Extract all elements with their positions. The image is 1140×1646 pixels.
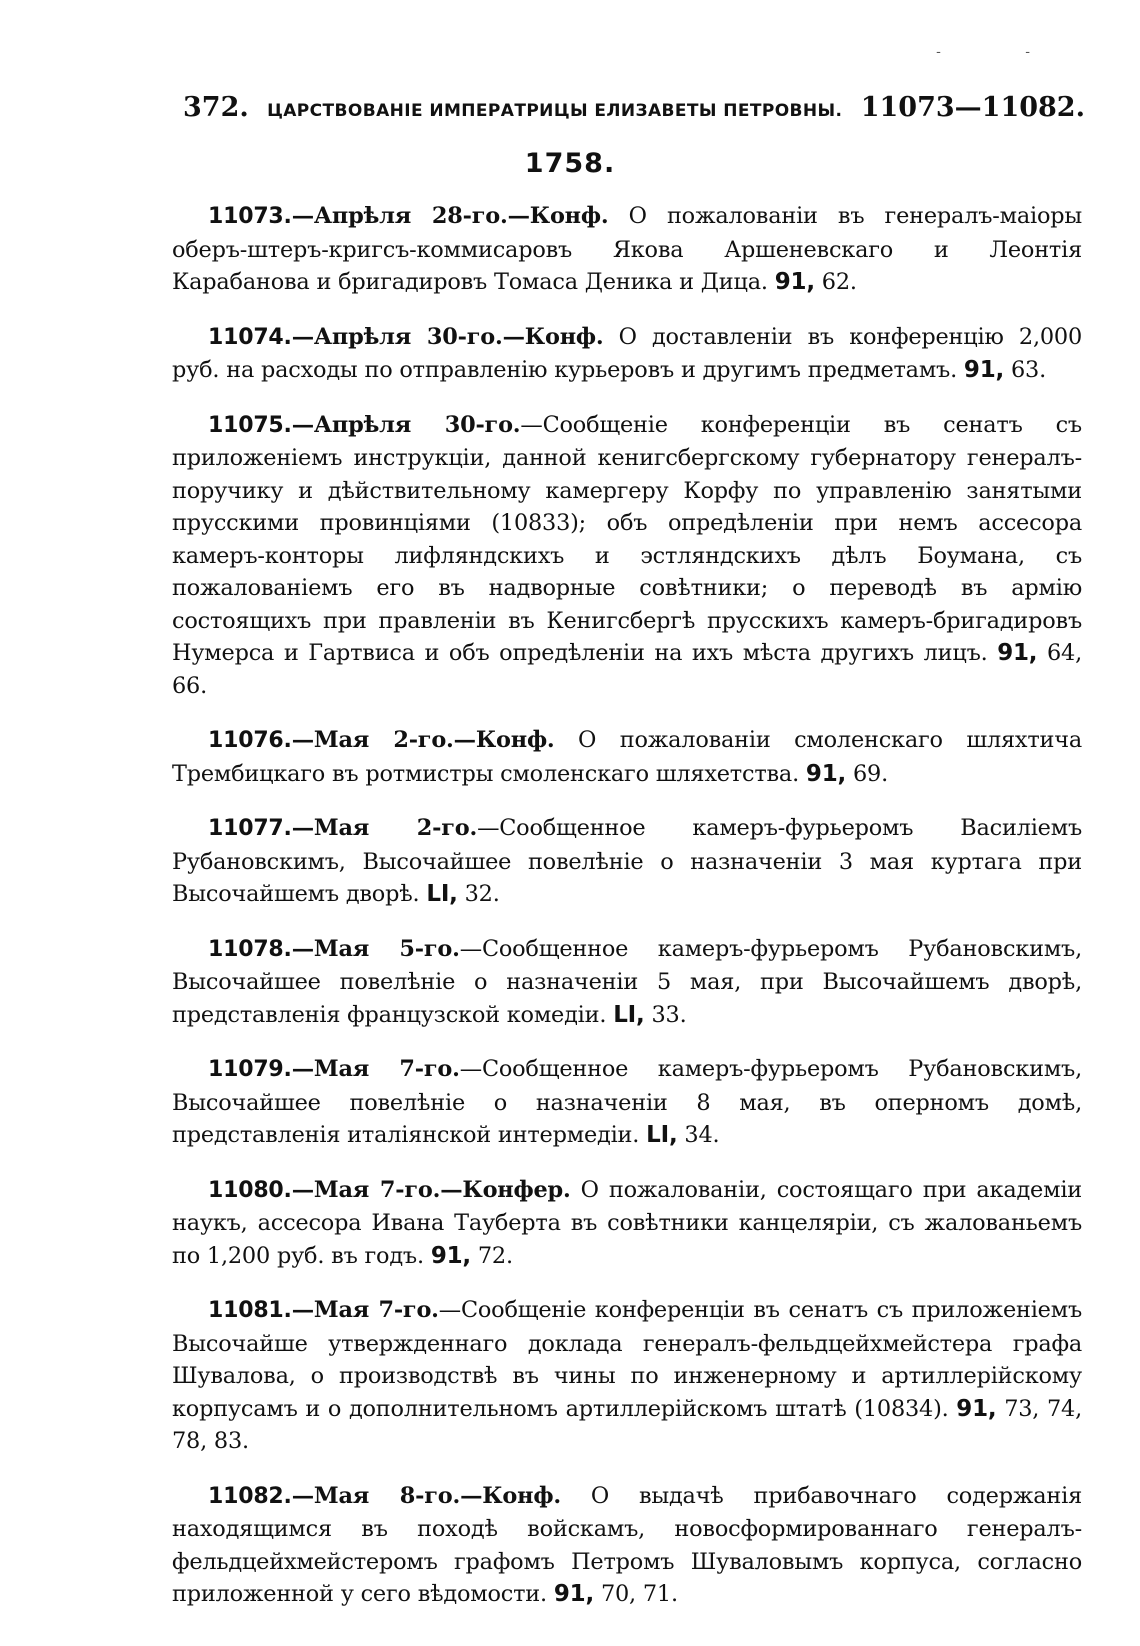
page-number: 372. [183, 92, 249, 123]
entry-kind: —Конф. [453, 727, 555, 753]
entry-volume: 91, [956, 1395, 997, 1422]
entry-text: О пожалованіи, состоящаго при академіи наукъ, ассесора Ивана Тауберта въ совѣтники канцеляріи, съ жалованьемъ по 1,200 руб. въ годъ. [172, 1176, 1083, 1269]
entry-date: —Мая 2-го. [291, 815, 478, 841]
entry-date: —Апрѣля 30-го. [291, 411, 521, 438]
entry-kind: —Конф. [507, 203, 609, 229]
year-heading: 1758. [524, 148, 616, 179]
entry-text: О выдачѣ прибавочнаго содержанія находящимся въ походѣ войскамъ, новосформированнаго генералъ-фельдцейхмейстеромъ графомъ Петромъ Шуваловымъ корпуса, согласно приложенной у сего вѣдомости. [172, 1482, 1082, 1607]
entry-volume: 91, [430, 1242, 471, 1269]
entry-pages: 69. [846, 760, 889, 787]
entry-text: —Сообщенное камеръ-фурьеромъ Рубановскимъ, Высочайшее повелѣніе о назначеніи 8 мая, въ оперномъ домѣ, представленія италіянской интермедіи. [172, 1056, 1082, 1148]
entry-number: 11079. [208, 1057, 292, 1082]
entry-volume: 91, [805, 760, 847, 787]
entry-number: 11078. [208, 936, 292, 962]
entry-11076 [172, 724, 1082, 790]
entry-text: —Сообщеніе конференціи въ сенатъ съ приложеніемъ инструкціи, данной кенигсбергскому губернатору генералъ-поручику и дѣйствительному камергеру Корфу по управленію занятыми прусскими провинціями (10833); объ опредѣленіи при немъ ассесора камеръ-конторы лифляндскихъ и эстляндскихъ дѣлъ Боумана, съ пожалованіемъ его въ надворные совѣтники; о переводѣ въ армію состоящихъ при правленіи въ Кенигсбергѣ прусскихъ камеръ-бригадировъ Нумерса и Гартвиса и объ опредѣленіи на ихъ мѣста другихъ лицъ. [172, 411, 1082, 666]
entry-11073 [172, 200, 1082, 299]
entry-kind: —Конф. [460, 1482, 561, 1509]
entry-range: 11073—11082. [860, 92, 1085, 123]
entry-volume: LI, [646, 1122, 678, 1148]
entry-volume: 91, [997, 640, 1038, 666]
entry-date: —Мая 5-го. [291, 935, 460, 962]
entry-text: О пожалованіи въ генералъ-маіоры оберъ-штеръ-кригсъ-коммисаровъ Якова Аршеневскаго и Леонтія Карабанова и бригадировъ Томаса Деника и Дица. [172, 203, 1082, 295]
entry-text: О пожалованіи смоленскаго шляхтича Трембицкаго въ ротмистры смоленскаго шляхетства. [172, 727, 1082, 787]
entry-text: —Сообщеніе конференціи въ сенатъ съ приложеніемъ Высочайше утвержденнаго доклада генералъ-фельдцейхмейстера графа Шувалова, о производствѣ въ чины по инженерному и артиллерійскому корпусамъ и о дополнительномъ артиллерійскомъ штатѣ (10834). [172, 1297, 1082, 1422]
entry-pages: 34. [677, 1122, 720, 1148]
entry-text: —Сообщенное камеръ-фурьеромъ Василіемъ Рубановскимъ, Высочайшее повелѣніе о назначеніи 3 мая куртага при Высочайшемъ дворѣ. [172, 815, 1082, 907]
entry-11080 [172, 1174, 1082, 1273]
entry-pages: 64, 66. [172, 640, 1082, 699]
entry-kind: —Конфер. [440, 1176, 571, 1203]
running-head [183, 92, 1085, 132]
entry-11081 [172, 1294, 1082, 1458]
entry-volume: 91, [774, 269, 815, 295]
entry-date: —Мая 8-го. [291, 1482, 461, 1509]
entry-11082 [172, 1480, 1082, 1611]
entry-volume: 91, [963, 357, 1005, 383]
entry-pages: 63. [1004, 357, 1047, 383]
entry-number: 11073. [208, 204, 292, 229]
entry-date: —Апрѣля 30-го. [291, 323, 503, 350]
entry-kind: —Конф. [502, 323, 604, 350]
corner-mark: - - [936, 44, 1070, 60]
entry-date: —Мая 2-го. [291, 727, 454, 753]
entry-number: 11082. [208, 1483, 292, 1509]
entry-pages: 70, 71. [594, 1581, 678, 1607]
entry-number: 11074. [208, 324, 292, 350]
entry-number: 11081. [208, 1298, 292, 1323]
entry-11078 [172, 933, 1082, 1032]
entry-date: —Мая 7-го. [291, 1297, 439, 1323]
entry-date: —Мая 7-го. [291, 1176, 441, 1203]
entry-pages: 33. [644, 1001, 687, 1028]
entry-number: 11077. [208, 816, 292, 841]
entry-volume: LI, [426, 881, 458, 907]
entry-number: 11080. [208, 1177, 292, 1203]
entry-volume: 91, [553, 1581, 595, 1607]
entry-11077 [172, 812, 1082, 911]
entry-11074 [172, 321, 1082, 387]
entry-text: —Сообщенное камеръ-фурьеромъ Рубановскимъ, Высочайшее повелѣніе о назначеніи 5 мая, при Высочайшемъ дворѣ, представленія французской комедіи. [172, 935, 1082, 1028]
entry-volume: LI, [613, 1001, 645, 1028]
entry-date: —Мая 7-го. [291, 1056, 460, 1082]
entry-number: 11076. [208, 728, 292, 753]
entry-11079 [172, 1053, 1082, 1152]
entry-text: О доставленіи въ конференцію 2,000 руб. на расходы по отправленію курьеровъ и другимъ предметамъ. [172, 323, 1082, 383]
entries-list [172, 200, 1082, 1633]
running-head-title: ЦАРСТВОВАНІЕ ИМПЕРАТРИЦЫ ЕЛИЗАВЕТЫ ПЕТРОВНЫ. [267, 101, 843, 121]
entry-pages: 32. [457, 881, 500, 907]
entry-pages: 72. [470, 1242, 513, 1269]
entry-date: —Апрѣля 28-го. [291, 203, 508, 229]
entry-11075 [172, 409, 1082, 703]
entry-number: 11075. [208, 412, 292, 438]
entry-pages: 62. [814, 269, 857, 295]
entry-pages: 73, 74, 78, 83. [172, 1395, 1082, 1454]
